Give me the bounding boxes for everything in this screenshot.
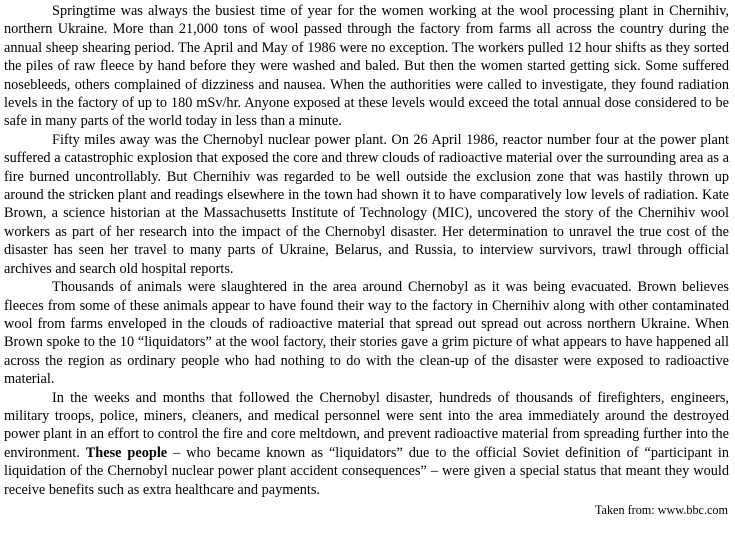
- liquidators-text-start: In the weeks and months that followed the Chernobyl disaster, hundreds of thousands of firefighters, engineers, military troops, police, miners, cleaners, and medical personnel were sent into the area immediately around the destroyed power plant in an effort to control the fire and core meltdown, and prevent radioactive material from spreading further into the environment.: [4, 389, 729, 461]
- paragraph-wool-plant: Springtime was always the busiest time of year for the women working at the wool processing plant in Chernihiv, northern Ukraine. More than 21,000 tons of wool passed through the factory from farms all across the country during the annual sheep shearing period. The April and May of 1986 were no exception. The workers pulled 12 hour shifts as they sorted the piles of raw fleece by hand before they were washed and baled. But then the women started getting sick. Some suffered nosebleeds, others complained of dizziness and nausea. When the authorities were called to investigate, they found radiation levels in the factory of up to 180 mSv/hr. Anyone exposed at these levels would exceed the total annual dose considered to be safe in many parts of the world today in less than a minute.: [4, 3, 729, 130]
- highlighted-phrase: These people: [85, 444, 168, 461]
- paragraph-liquidators: [4, 389, 729, 499]
- paragraph-chernobyl-explosion: Fifty miles away was the Chernobyl nuclear power plant. On 26 April 1986, reactor number four at the power plant suffered a catastrophic explosion that exposed the core and threw clouds of radioactive material over the surrounding area as a fire burned uncontrollably. But Chernihiv was regarded to be well outside the exclusion zone that was hastily thrown up around the stricken plant and readings elsewhere in the town had shown it to have comparatively low levels of radiation. Kate Brown, a science historian at the Massachusetts Institute of Technology (MIC), uncovered the story of the Chernihiv wool workers as part of her research into the impact of the Chernobyl disaster. Her determination to unravel the true cost of the disaster has seen her travel to many parts of Ukraine, Belarus, and Russia, to interview survivors, trawl through official archives and search old hospital reports.: [4, 131, 729, 277]
- source-credit: Taken from: www.bbc.com: [594, 502, 728, 517]
- paragraph-slaughtered-animals: Thousands of animals were slaughtered in the area around Chernobyl as it was being evacuated. Brown believes fleeces from some of these animals appear to have found their way to the factory in Chernihiv along with other contaminated wool from farms enveloped in the clouds of radioactive material that spread out spread out across northern Ukraine. When Brown spoke to the 10 “liquidators” at the wool factory, their stories gave a grim picture of what appears to have happened all across the region as ordinary people who had nothing to do with the clean-up of the disaster were exposed to radioactive material.: [4, 279, 729, 388]
- liquidators-text-end: – who became known as “liquidators” due to the official Soviet definition of “participant in liquidation of the Chernobyl nuclear power plant accident consequences” – were given a special status that meant they would receive benefits such as extra healthcare and payments.: [4, 444, 729, 498]
- article: [4, 2, 729, 518]
